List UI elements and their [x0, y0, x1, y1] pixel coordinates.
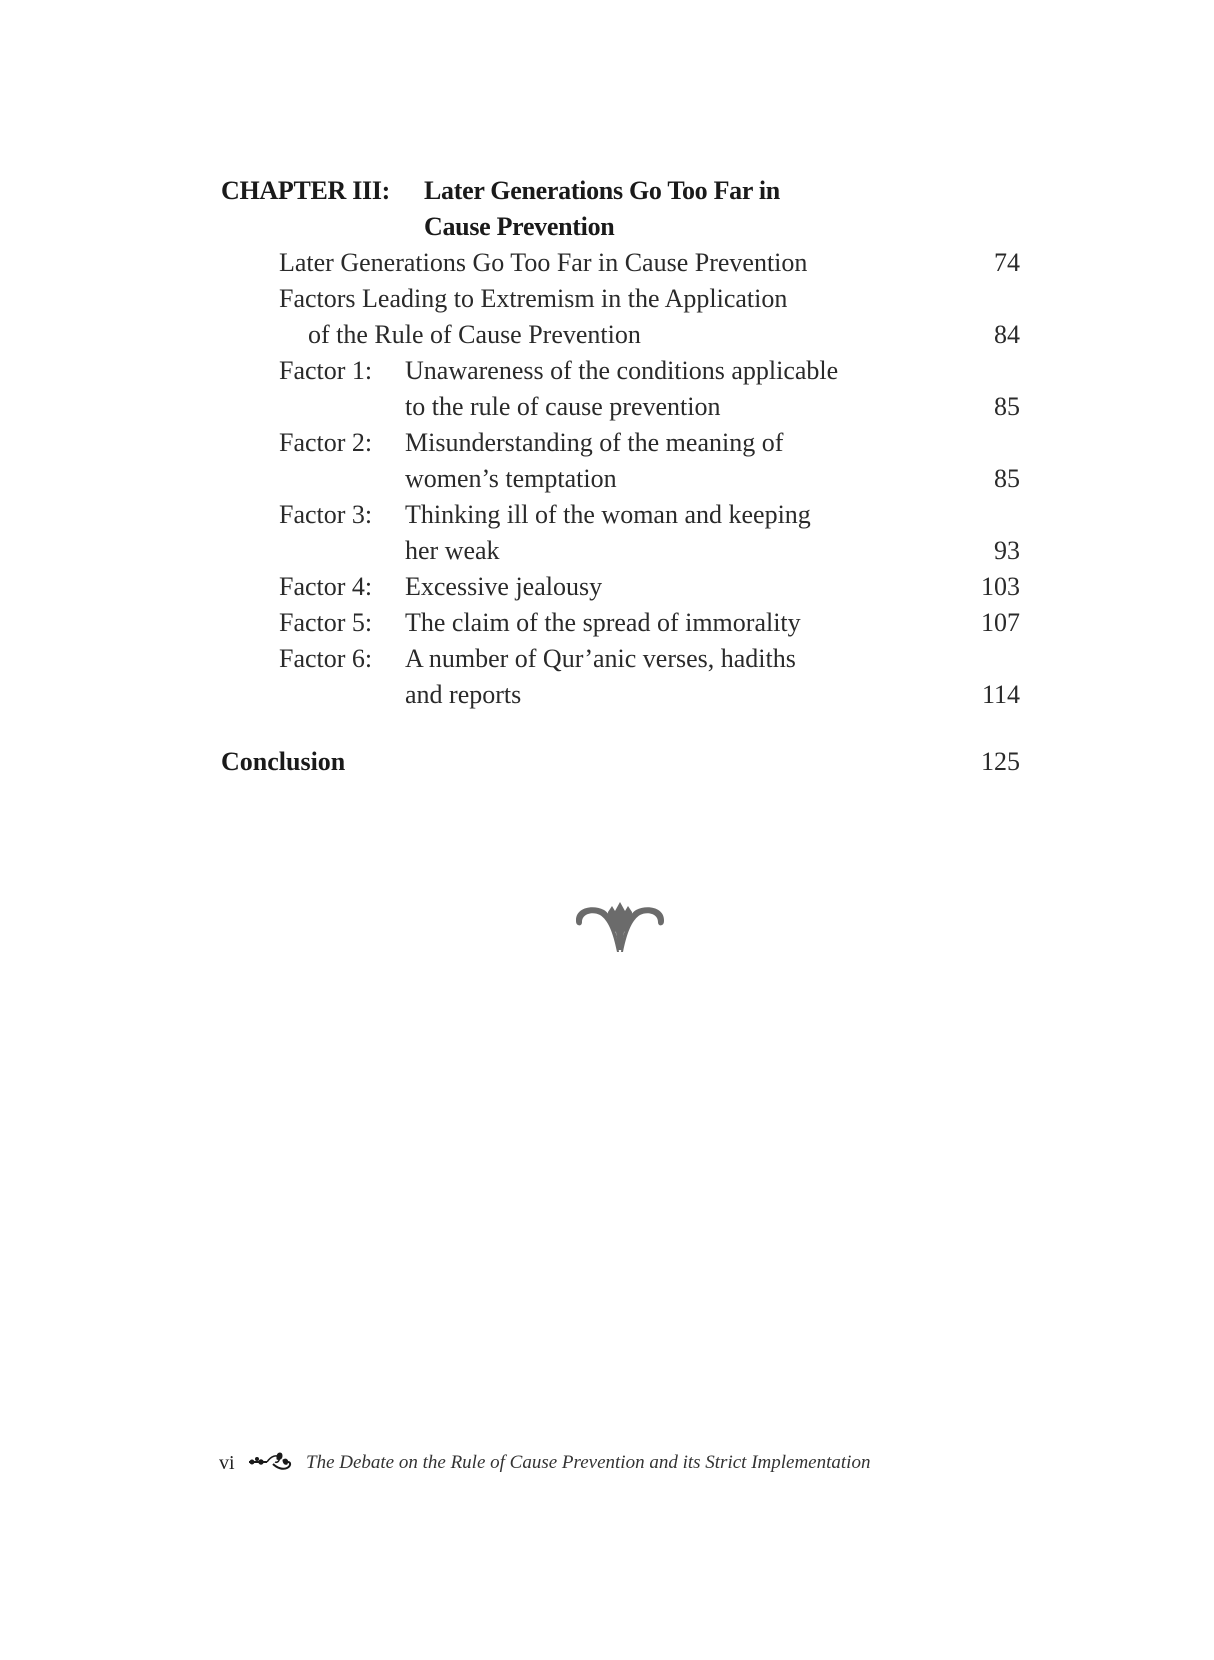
- chapter-title-line1: Later Generations Go Too Far in: [424, 176, 780, 205]
- floral-fleuron-icon: [570, 898, 670, 968]
- page-number: 103: [981, 572, 1020, 601]
- factor-label: Factor 2:: [279, 428, 373, 457]
- floral-vine-icon: [247, 1450, 295, 1476]
- toc-entry-factor-1[interactable]: Unawareness of the conditions applicable: [405, 356, 839, 385]
- page-number: 84: [994, 320, 1020, 349]
- toc-entry-later-generations[interactable]: Later Generations Go Too Far in Cause Prevention: [279, 248, 808, 277]
- toc-entry-factor-6[interactable]: A number of Qur’anic verses, hadiths: [405, 644, 796, 673]
- page-number: 74: [994, 248, 1020, 277]
- page-number: 125: [981, 747, 1020, 776]
- page-number: 85: [994, 464, 1020, 493]
- toc-entry-factor-4[interactable]: Excessive jealousy: [405, 572, 603, 601]
- factor-label: Factor 3:: [279, 500, 373, 529]
- toc-entry-factor-5[interactable]: The claim of the spread of immorality: [405, 608, 801, 637]
- page-number: 114: [981, 680, 1020, 709]
- factor-label: Factor 4:: [279, 572, 373, 601]
- factor-label: Factor 1:: [279, 356, 373, 385]
- toc-entry-factor-2[interactable]: Misunderstanding of the meaning of: [405, 428, 784, 457]
- toc-entry-factor-3[interactable]: Thinking ill of the woman and keeping: [405, 500, 811, 529]
- factor-label: Factor 6:: [279, 644, 373, 673]
- running-title: The Debate on the Rule of Cause Prevention and its Strict Implementation: [306, 1452, 871, 1473]
- toc-entry-conclusion[interactable]: Conclusion: [221, 747, 346, 776]
- factor-label: Factor 5:: [279, 608, 373, 637]
- page-number: 107: [981, 608, 1020, 637]
- page-number: 85: [994, 392, 1020, 421]
- toc-entry-factor-3-cont[interactable]: her weak: [405, 536, 500, 565]
- toc-entry-factor-6-cont[interactable]: and reports: [405, 680, 522, 709]
- toc-entry-factor-1-cont[interactable]: to the rule of cause prevention: [405, 392, 721, 421]
- toc-entry-factor-2-cont[interactable]: women’s temptation: [405, 464, 617, 493]
- chapter-label: CHAPTER III:: [221, 176, 391, 205]
- toc-entry-factors-leading-cont[interactable]: of the Rule of Cause Prevention: [308, 320, 641, 349]
- chapter-title-line2: Cause Prevention: [424, 212, 615, 241]
- page-number: 93: [994, 536, 1020, 565]
- footer-page-number: vi: [219, 1452, 235, 1474]
- toc-entry-factors-leading[interactable]: Factors Leading to Extremism in the Application: [279, 284, 788, 313]
